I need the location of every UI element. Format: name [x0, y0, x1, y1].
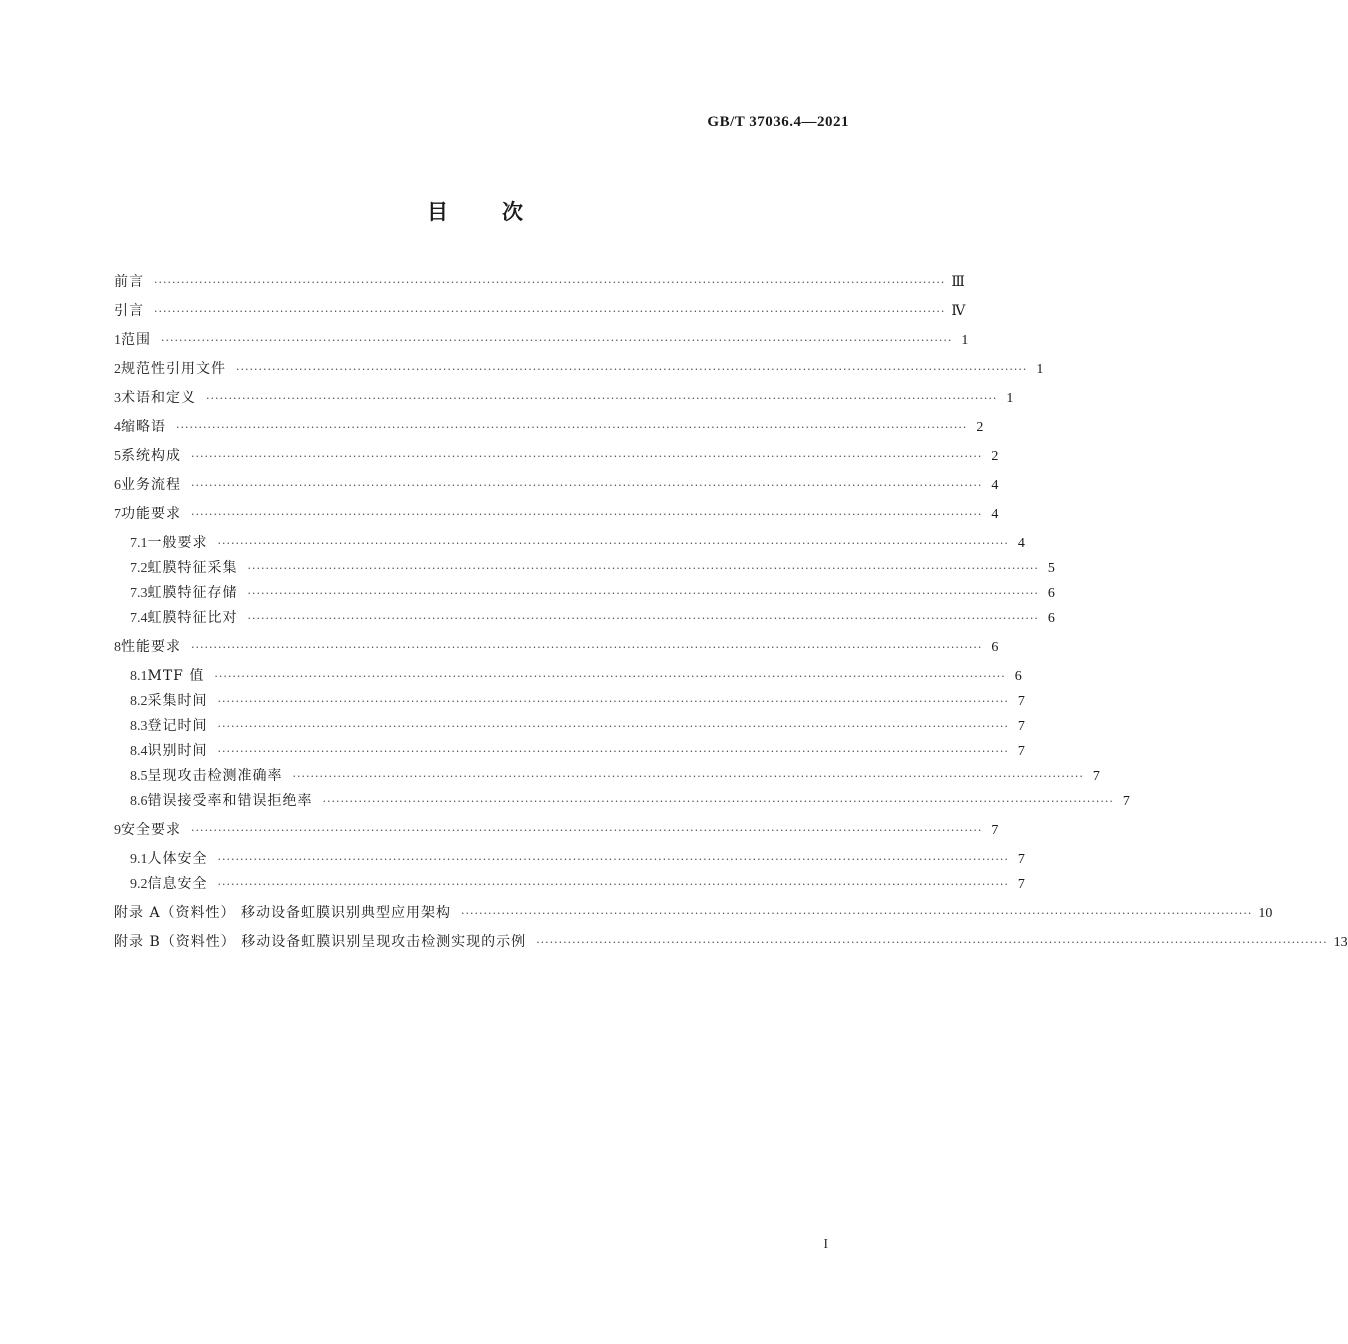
toc-entry-page: 2 [991, 449, 999, 464]
toc-entry-label: 呈现攻击检测准确率 [147, 768, 283, 784]
toc-entry-label: 前言 [114, 274, 144, 290]
toc-entry-page: 1 [1036, 362, 1044, 377]
toc-entry-9-2[interactable] [114, 874, 1025, 903]
leader-dots [191, 447, 982, 467]
leader-dots [154, 302, 945, 322]
leader-dots [206, 389, 997, 409]
toc-entry-5[interactable] [114, 446, 999, 475]
toc-entry-label: 安全要求 [121, 822, 181, 838]
toc-entry-label: 一般要求 [147, 535, 208, 551]
toc-entry-number: 3 [114, 391, 121, 406]
toc-entry-number: 8.5 [130, 769, 148, 784]
leader-dots [191, 638, 982, 658]
toc-entry-number: 8.2 [130, 694, 148, 709]
toc-entry-page: 10 [1258, 906, 1273, 921]
leader-dots [248, 559, 1039, 579]
toc-entry-page: 5 [1047, 561, 1055, 576]
leader-dots [461, 904, 1252, 924]
toc-entry-page: 1 [961, 333, 969, 348]
leader-dots [248, 584, 1039, 604]
toc-entry-number: 9 [114, 823, 121, 838]
toc-entry-page: 7 [1017, 852, 1025, 867]
toc-entry-label: 错误接受率和错误拒绝率 [147, 793, 313, 809]
toc-entry-9-1[interactable] [114, 849, 1025, 874]
toc-entry-page: 13 [1333, 935, 1348, 950]
toc-entry-1[interactable] [114, 330, 969, 359]
toc-entry-8-2[interactable] [114, 691, 1025, 716]
toc-entry-number: 6 [114, 478, 121, 493]
page-number: I [823, 1237, 828, 1252]
toc-entry-page: 4 [991, 507, 999, 522]
toc-entry-7-3[interactable] [114, 583, 1055, 608]
toc-entry-number: 7 [114, 507, 121, 522]
leader-dots [218, 717, 1009, 737]
page-title: 目次 [427, 200, 577, 224]
toc-entry-page: Ⅳ [951, 304, 966, 319]
toc-entry-label: 人体安全 [147, 851, 208, 867]
toc-entry-introduction[interactable] [114, 301, 966, 330]
leader-dots [293, 767, 1084, 787]
toc-entry-number: 7.3 [130, 586, 148, 601]
toc-entry-page: 6 [1014, 669, 1022, 684]
toc-entry-number: 8.4 [130, 744, 148, 759]
toc-entry-page: 7 [1092, 769, 1100, 784]
toc-entry-3[interactable] [114, 388, 1014, 417]
toc-entry-label: 术语和定义 [121, 390, 196, 406]
toc-entry-number: 7.1 [130, 536, 148, 551]
toc-entry-8-5[interactable] [114, 766, 1100, 791]
leader-dots [161, 331, 952, 351]
toc-entry-4[interactable] [114, 417, 984, 446]
toc-entry-label: 采集时间 [147, 693, 208, 709]
toc-entry-label: 信息安全 [147, 876, 208, 892]
toc-entry-9[interactable] [114, 820, 999, 849]
toc-entry-number: 7.4 [130, 611, 148, 626]
toc-entry-number: 8.3 [130, 719, 148, 734]
toc-entry-page: Ⅲ [951, 275, 965, 290]
toc-entry-7[interactable] [114, 504, 999, 533]
leader-dots [218, 534, 1009, 554]
toc-entry-label: 识别时间 [147, 743, 208, 759]
toc-entry-page: 7 [1017, 877, 1025, 892]
toc-entry-foreword[interactable] [114, 272, 965, 301]
toc-entry-page: 7 [1017, 719, 1025, 734]
leader-dots [218, 875, 1009, 895]
leader-dots [218, 692, 1009, 712]
toc-entry-label: 附录 A（资料性） 移动设备虹膜识别典型应用架构 [114, 905, 452, 921]
toc-entry-label: 缩略语 [121, 419, 166, 435]
leader-dots [323, 792, 1114, 812]
toc-entry-page: 7 [991, 823, 999, 838]
toc-entry-label: 性能要求 [121, 639, 181, 655]
leader-dots [191, 476, 982, 496]
toc-entry-8[interactable] [114, 637, 999, 666]
toc-entry-page: 6 [1047, 586, 1055, 601]
leader-dots [218, 742, 1009, 762]
toc-entry-number: 8.1 [130, 669, 148, 684]
toc-entry-7-4[interactable] [114, 608, 1055, 637]
toc-entry-label: 系统构成 [121, 448, 181, 464]
toc-entry-label: 规范性引用文件 [121, 361, 226, 377]
toc-entry-2[interactable] [114, 359, 1044, 388]
toc-entry-number: 4 [114, 420, 121, 435]
toc-entry-page: 6 [991, 640, 999, 655]
toc-entry-6[interactable] [114, 475, 999, 504]
toc-entry-label: 登记时间 [147, 718, 208, 734]
toc-entry-number: 9.1 [130, 852, 148, 867]
toc-entry-label: 业务流程 [121, 477, 181, 493]
leader-dots [191, 821, 982, 841]
toc-entry-label: 虹膜特征存储 [147, 585, 238, 601]
toc-entry-page: 1 [1006, 391, 1014, 406]
toc-entry-number: 7.2 [130, 561, 148, 576]
toc-entry-label: 功能要求 [121, 506, 181, 522]
toc-entry-page: 2 [976, 420, 984, 435]
toc-entry-label: 虹膜特征比对 [147, 610, 238, 626]
toc-entry-page: 4 [991, 478, 999, 493]
toc-entry-page: 7 [1017, 744, 1025, 759]
leader-dots [191, 505, 982, 525]
toc-entry-7-1[interactable] [114, 533, 1025, 558]
leader-dots [214, 667, 1005, 687]
standard-code: GB/T 37036.4—2021 [707, 114, 849, 130]
toc-entry-label: 虹膜特征采集 [147, 560, 238, 576]
toc-entry-8-6[interactable] [114, 791, 1130, 820]
leader-dots [236, 360, 1027, 380]
toc-entry-appendix-a[interactable] [114, 903, 1273, 932]
toc-entry-7-2[interactable] [114, 558, 1055, 583]
toc-entry-appendix-b[interactable] [114, 932, 1348, 961]
toc-entry-page: 7 [1017, 694, 1025, 709]
toc-entry-label: 附录 B（资料性） 移动设备虹膜识别呈现攻击检测实现的示例 [114, 934, 527, 950]
toc-entry-page: 6 [1047, 611, 1055, 626]
toc-entry-8-3[interactable] [114, 716, 1025, 741]
toc-entry-label: MTF 值 [147, 668, 205, 684]
toc-entry-number: 5 [114, 449, 121, 464]
table-of-contents [114, 272, 1348, 961]
toc-entry-number: 1 [114, 333, 121, 348]
toc-entry-number: 2 [114, 362, 121, 377]
leader-dots [154, 273, 945, 293]
toc-entry-number: 8.6 [130, 794, 148, 809]
toc-entry-8-4[interactable] [114, 741, 1025, 766]
toc-entry-label: 引言 [114, 303, 144, 319]
toc-entry-label: 范围 [121, 332, 151, 348]
leader-dots [248, 609, 1039, 629]
toc-entry-page: 4 [1017, 536, 1025, 551]
toc-entry-8-1[interactable] [114, 666, 1022, 691]
toc-entry-page: 7 [1122, 794, 1130, 809]
leader-dots [176, 418, 967, 438]
leader-dots [536, 933, 1327, 953]
leader-dots [218, 850, 1009, 870]
toc-entry-number: 8 [114, 640, 121, 655]
toc-entry-number: 9.2 [130, 877, 148, 892]
